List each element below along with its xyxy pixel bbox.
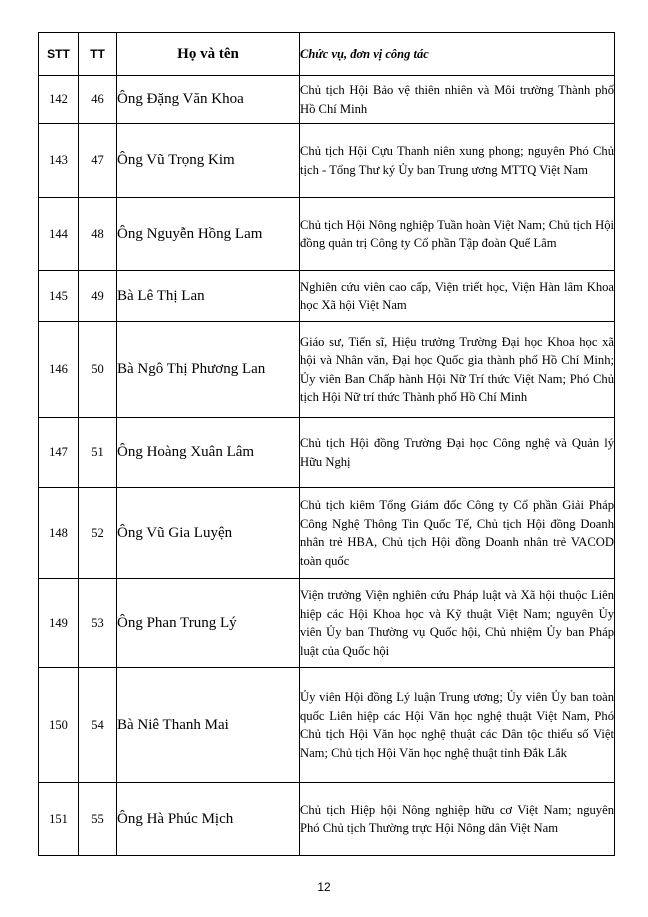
cell-stt: 150 [39,668,79,783]
cell-name: Bà Niê Thanh Mai [117,668,300,783]
cell-tt: 46 [79,76,117,124]
cell-stt: 147 [39,418,79,488]
table-row [39,76,615,124]
header-name: Họ và tên [117,33,300,76]
header-tt: TT [79,33,117,76]
cell-tt: 54 [79,668,117,783]
cell-tt: 50 [79,322,117,418]
table-row [39,579,615,668]
cell-stt: 151 [39,783,79,856]
cell-tt: 52 [79,488,117,579]
cell-tt: 49 [79,271,117,322]
cell-role: Chủ tịch Hội Cựu Thanh niên xung phong; nguyên Phó Chủ tịch - Tổng Thư ký Ủy ban Trung ương MTTQ Việt Nam [300,124,615,198]
cell-name: Ông Nguyễn Hồng Lam [117,198,300,271]
table-row [39,198,615,271]
table-row [39,668,615,783]
cell-name: Ông Đặng Văn Khoa [117,76,300,124]
cell-name: Ông Hoàng Xuân Lâm [117,418,300,488]
cell-tt: 48 [79,198,117,271]
cell-role: Chủ tịch kiêm Tổng Giám đốc Công ty Cổ phần Giải Pháp Công Nghệ Thông Tin Quốc Tế, Chủ tịch Hội đồng Doanh nhân trẻ HBA, Chủ tịch Hội đồng Doanh nhân trẻ VACOD toàn quốc [300,488,615,579]
cell-name: Bà Lê Thị Lan [117,271,300,322]
table-row [39,418,615,488]
cell-role: Chủ tịch Hội Nông nghiệp Tuần hoàn Việt Nam; Chủ tịch Hội đồng quản trị Công ty Cổ phần Tập đoàn Quế Lâm [300,198,615,271]
cell-stt: 146 [39,322,79,418]
page-number: 12 [317,880,331,894]
cell-role: Chủ tịch Hội Bảo vệ thiên nhiên và Môi trường Thành phố Hồ Chí Minh [300,76,615,124]
table-row [39,488,615,579]
cell-role: Chủ tịch Hội đồng Trường Đại học Công nghệ và Quản lý Hữu Nghị [300,418,615,488]
delegate-table [38,32,615,856]
cell-tt: 55 [79,783,117,856]
table-row [39,322,615,418]
cell-name: Ông Phan Trung Lý [117,579,300,668]
cell-name: Ông Vũ Trọng Kim [117,124,300,198]
cell-role: Giáo sư, Tiến sĩ, Hiệu trưởng Trường Đại học Khoa học xã hội và Nhân văn, Đại học Quốc gia thành phố Hồ Chí Minh; Ủy viên Ban Chấp hành Hội Nữ Trí thức Việt Nam; Phó Chủ tịch Hội Nữ trí thức Thành phố Hồ Chí Minh [300,322,615,418]
cell-name: Bà Ngô Thị Phương Lan [117,322,300,418]
table-row [39,124,615,198]
cell-name: Ông Vũ Gia Luyện [117,488,300,579]
table-row [39,783,615,856]
table-row [39,271,615,322]
cell-name: Ông Hà Phúc Mịch [117,783,300,856]
cell-stt: 142 [39,76,79,124]
cell-stt: 143 [39,124,79,198]
cell-role: Viện trưởng Viện nghiên cứu Pháp luật và Xã hội thuộc Liên hiệp các Hội Khoa học và Kỹ thuật Việt Nam; nguyên Ủy viên Ủy ban Thường vụ Quốc hội, Chủ nhiệm Ủy ban Pháp luật của Quốc hội [300,579,615,668]
header-stt: STT [39,33,79,76]
cell-tt: 47 [79,124,117,198]
table-header-row [39,33,615,76]
cell-role: Chủ tịch Hiệp hội Nông nghiệp hữu cơ Việt Nam; nguyên Phó Chủ tịch Thường trực Hội Nông dân Việt Nam [300,783,615,856]
cell-stt: 149 [39,579,79,668]
header-role: Chức vụ, đơn vị công tác [300,33,615,76]
cell-tt: 51 [79,418,117,488]
cell-stt: 144 [39,198,79,271]
cell-stt: 148 [39,488,79,579]
cell-tt: 53 [79,579,117,668]
cell-stt: 145 [39,271,79,322]
cell-role: Ủy viên Hội đồng Lý luận Trung ương; Ủy viên Ủy ban toàn quốc Liên hiệp các Hội Văn học nghệ thuật Việt Nam, Phó Chủ tịch Hội Văn học nghệ thuật các Dân tộc thiểu số Việt Nam; Chủ tịch Hội Văn học nghệ thuật tỉnh Đắk Lắk [300,668,615,783]
cell-role: Nghiên cứu viên cao cấp, Viện triết học, Viện Hàn lâm Khoa học Xã hội Việt Nam [300,271,615,322]
